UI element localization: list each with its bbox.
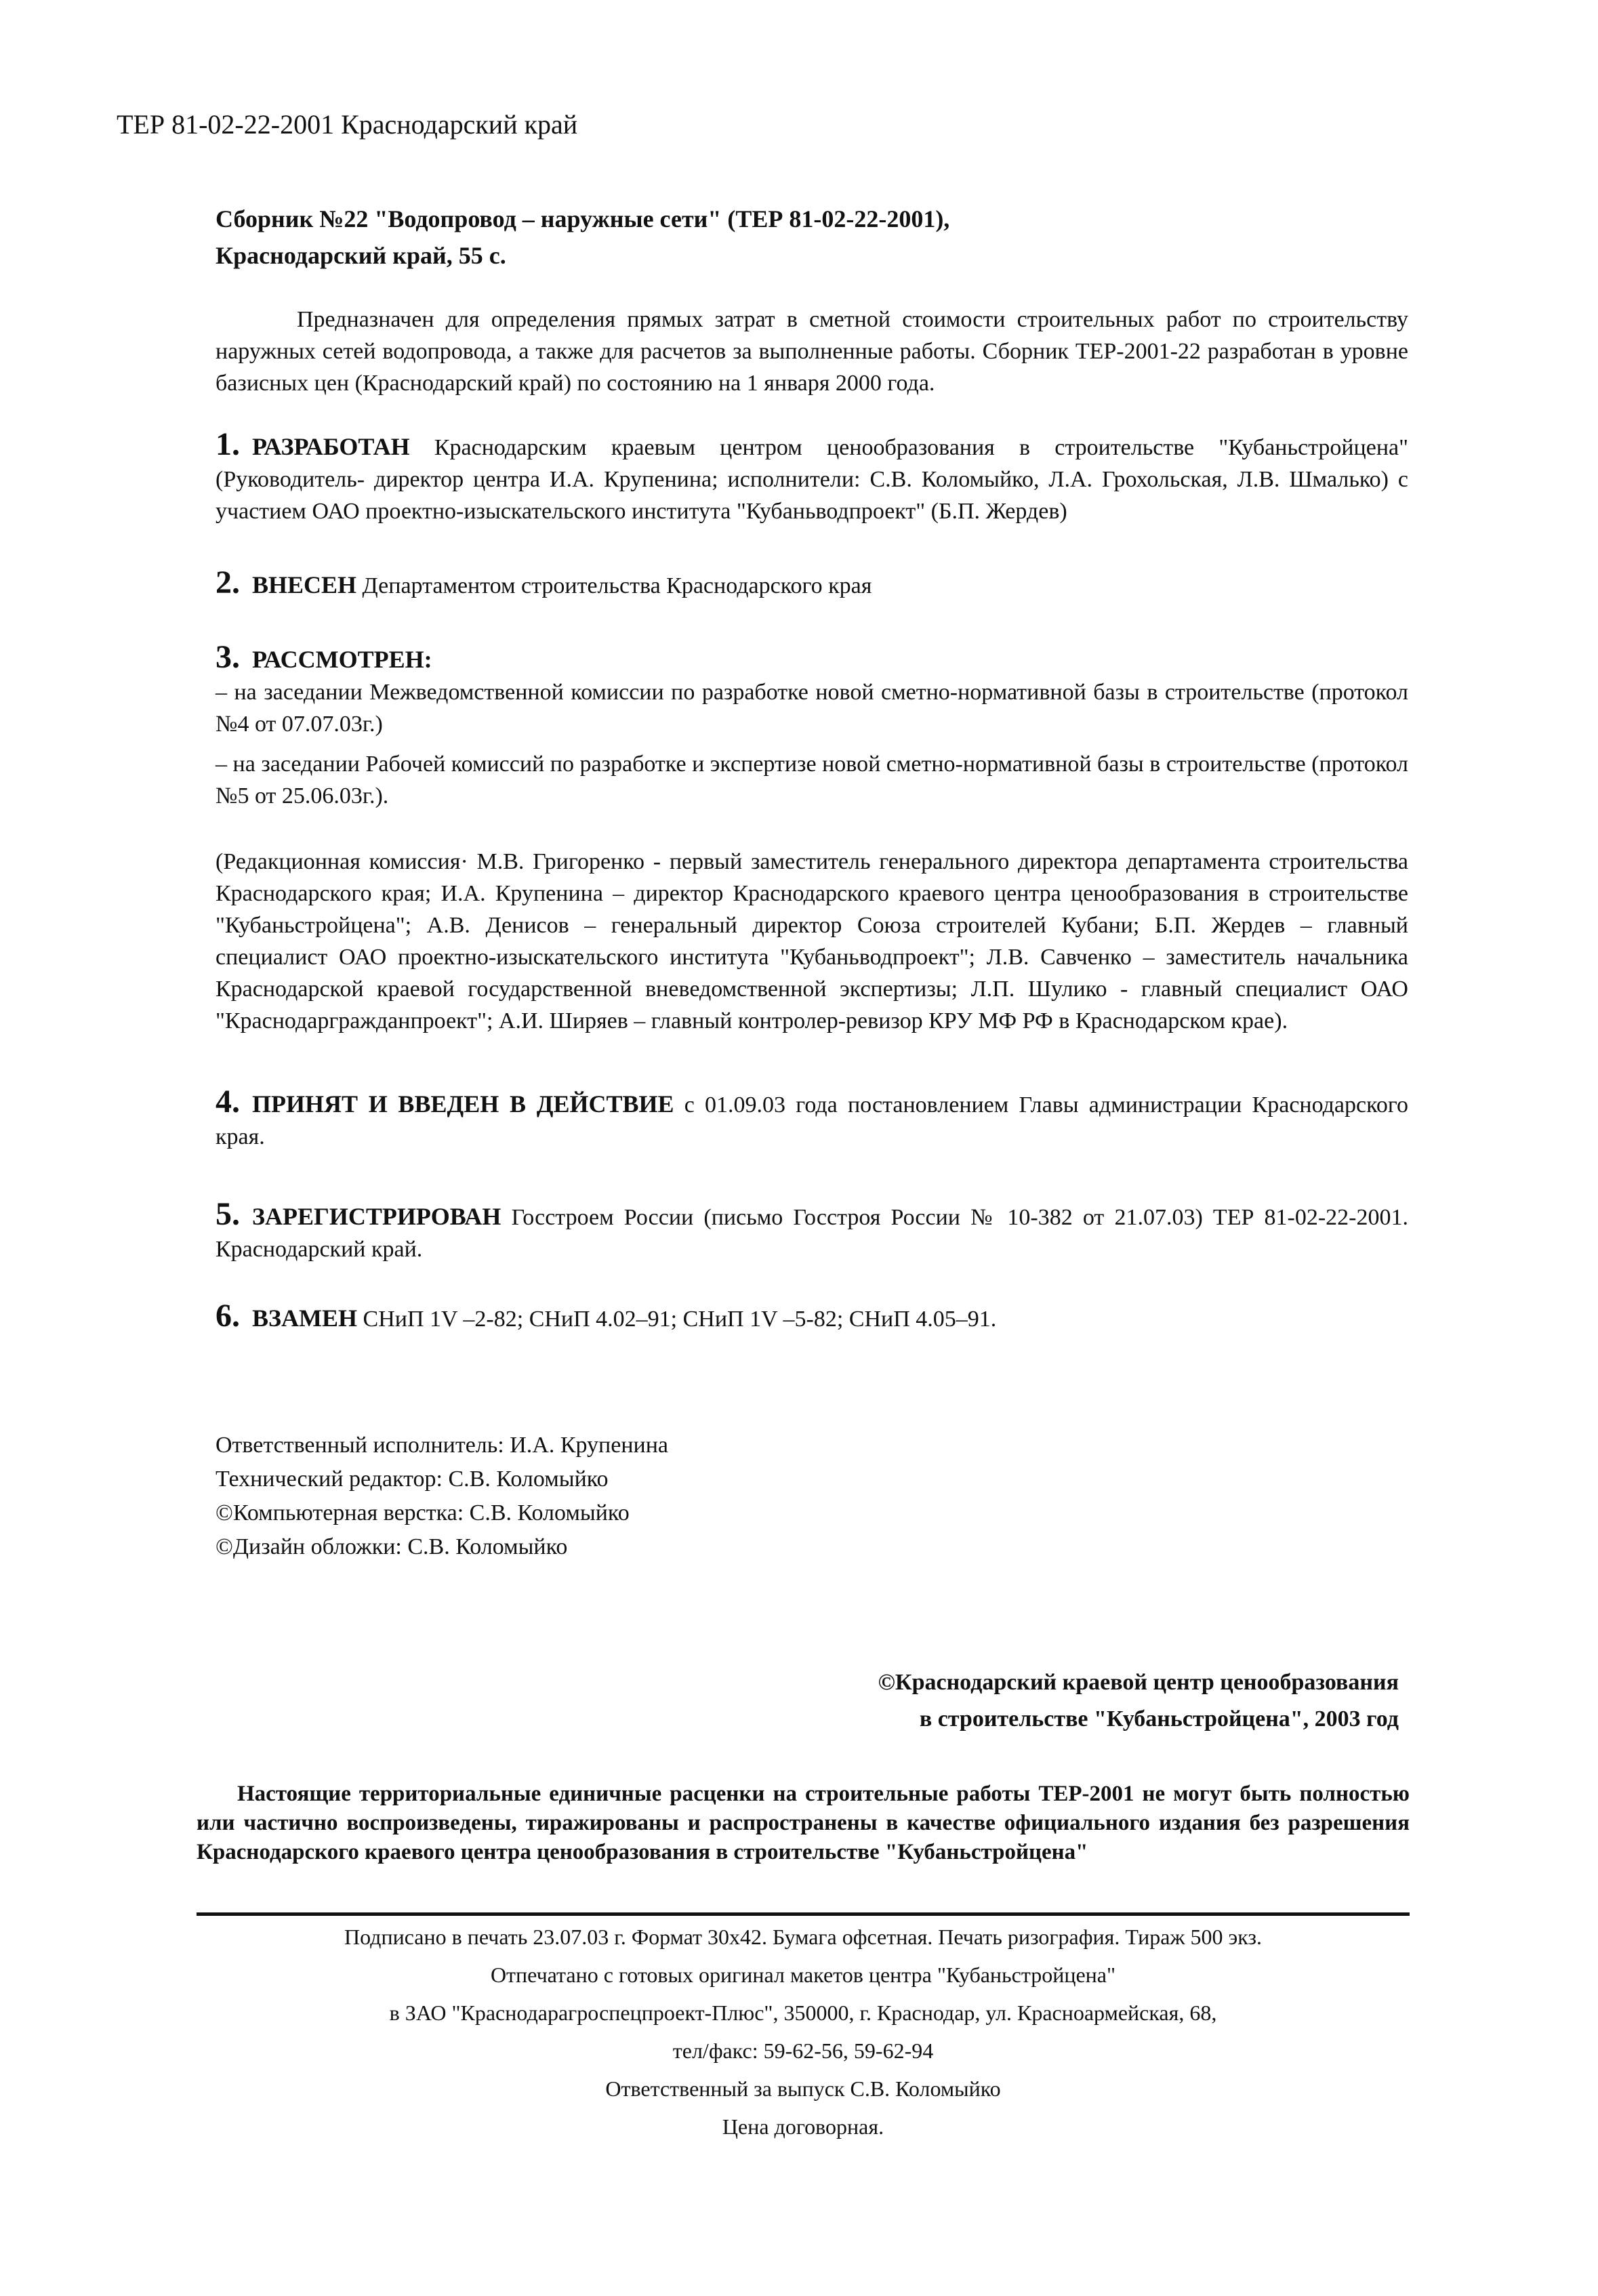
section-1-text: Краснодарским краевым центром ценообразования в строительстве "Кубаньстройцена" (Руководитель- директор центра И.А. Крупенина; исполнители: С.В. Коломыйко, Л.А. Грохольская, Л.В. Шмалько) с участием ОАО проектно-изыскательского института "Кубаньводпроект" (Б.П. Жердев) — [216, 435, 1408, 524]
credit-layout: ©Компьютерная верстка: С.В. Коломыйко — [216, 1500, 630, 1525]
section-3-title: РАССМОТРЕН: — [252, 646, 432, 673]
imprint-line4: тел/факс: 59-62-56, 59-62-94 — [672, 2038, 934, 2063]
copyright-block — [610, 1664, 1399, 1738]
credit-responsible: Ответственный исполнитель: И.А. Крупенина — [216, 1433, 669, 1458]
section-3-item-1: – на заседании Межведомственной комиссии по разработке новой сметно-нормативной базы в строительстве (протокол №4 от 07.07.03г.) — [216, 680, 1408, 737]
copyright-notice: Настоящие территориальные единичные расценки на строительные работы ТЕР-2001 не могут быть полностью или частично воспроизведены, тиражированы и распространены в качестве официального издания без разрешения Краснодарского краевого центра ценообразования в строительстве "Кубаньстройцена" — [197, 1782, 1410, 1864]
imprint-line6: Цена договорная. — [722, 2114, 884, 2139]
imprint-line2: Отпечатано с готовых оригинал макетов центра "Кубаньстройцена" — [490, 1963, 1116, 1987]
section-6-text: СНиП 1V –2-82; СНиП 4.02–91; СНиП 1V –5-82; СНиП 4.05–91. — [363, 1307, 997, 1332]
collection-title-line2: Краснодарский край, 55 с. — [216, 242, 506, 269]
section-5-number: 5. — [216, 1196, 240, 1232]
section-3 — [216, 641, 1408, 812]
editorial-committee: (Редакционная комиссия· М.В. Григоренко - первый заместитель генерального директора департамента строительства Краснодарского края; И.А. Крупенина – директор Краснодарского краевого центра ценообразования в строительстве "Кубаньстройцена"; А.В. Денисов – генеральный директор Союза строителей Кубани; Б.П. Жердев – главный специалист ОАО проектно-изыскательского института "Кубаньводпроект"; Л.В. Савченко – заместитель начальника Краснодарской краевой государственной вневедомственной экспертизы; Л.П. Шулико - главный специалист ОАО "Краснодаргражданпроект"; А.И. Ширяев – главный контролер-ревизор КРУ МФ РФ в Краснодарском крае). — [216, 849, 1408, 1033]
credit-tech-editor: Технический редактор: С.В. Коломыйко — [216, 1467, 609, 1492]
section-6-number: 6. — [216, 1298, 240, 1334]
section-5-title: ЗАРЕГИСТРИРОВАН — [252, 1203, 501, 1230]
imprint-line1: Подписано в печать 23.07.03 г. Формат 30х42. Бумага офсетная. Печать ризография. Тираж 500 экз. — [344, 1925, 1263, 1949]
credits-block — [216, 1429, 1029, 1564]
section-4-number: 4. — [216, 1084, 240, 1120]
imprint-block — [197, 1918, 1410, 2146]
section-3-number: 3. — [216, 639, 240, 675]
section-5 — [216, 1198, 1408, 1265]
copyright-line1: ©Краснодарский краевой центр ценообразования — [878, 1670, 1399, 1695]
collection-title — [216, 201, 1408, 274]
section-4-text: с 01.09.03 года постановлением Главы администрации Краснодарского края. — [216, 1092, 1408, 1149]
section-4-title: ПРИНЯТ И ВВЕДЕН В ДЕЙСТВИЕ — [252, 1090, 674, 1118]
section-4 — [216, 1086, 1408, 1153]
section-6-title: ВЗАМЕН — [252, 1305, 358, 1332]
copyright-line2: в строительстве "Кубаньстройцена", 2003 год — [919, 1706, 1399, 1731]
section-2-number: 2. — [216, 565, 240, 600]
credit-cover: ©Дизайн обложки: С.В. Коломыйко — [216, 1534, 568, 1559]
section-1-number: 1. — [216, 426, 240, 462]
section-2-text: Департаментом строительства Краснодарского края — [362, 573, 872, 598]
divider-line — [197, 1912, 1410, 1916]
section-5-text: Госстроем России (письмо Госстроя России № 10-382 от 21.07.03) ТЕР 81-02-22-2001. Краснодарский край. — [216, 1205, 1409, 1262]
section-6 — [216, 1300, 1408, 1335]
section-1 — [216, 428, 1408, 527]
section-3-item-2: – на заседании Рабочей комиссий по разработке и экспертизе новой сметно-нормативной базы в строительстве (протокол №5 от 25.06.03г.). — [216, 752, 1408, 808]
page-header: ТЕР 81-02-22-2001 Краснодарский край — [117, 109, 578, 140]
imprint-line3: в ЗАО "Краснодарагроспецпроект-Плюс", 350000, г. Краснодар, ул. Красноармейская, 68, — [389, 2001, 1217, 2025]
collection-title-line1: Сборник №22 "Водопровод – наружные сети" (ТЕР 81-02-22-2001), — [216, 205, 950, 232]
section-2 — [216, 567, 1408, 602]
imprint-line5: Ответственный за выпуск С.В. Коломыйко — [605, 2076, 1001, 2101]
collection-description: Предназначен для определения прямых затрат в сметной стоимости строительных работ по строительству наружных сетей водопровода, а также для расчетов за выполненные работы. Сборник ТЕР-2001-22 разработан в уровне базисных цен (Краснодарский край) по состоянию на 1 января 2000 года. — [216, 307, 1408, 396]
section-1-title: РАЗРАБОТАН — [252, 433, 410, 460]
section-2-title: ВНЕСЕН — [252, 571, 357, 598]
